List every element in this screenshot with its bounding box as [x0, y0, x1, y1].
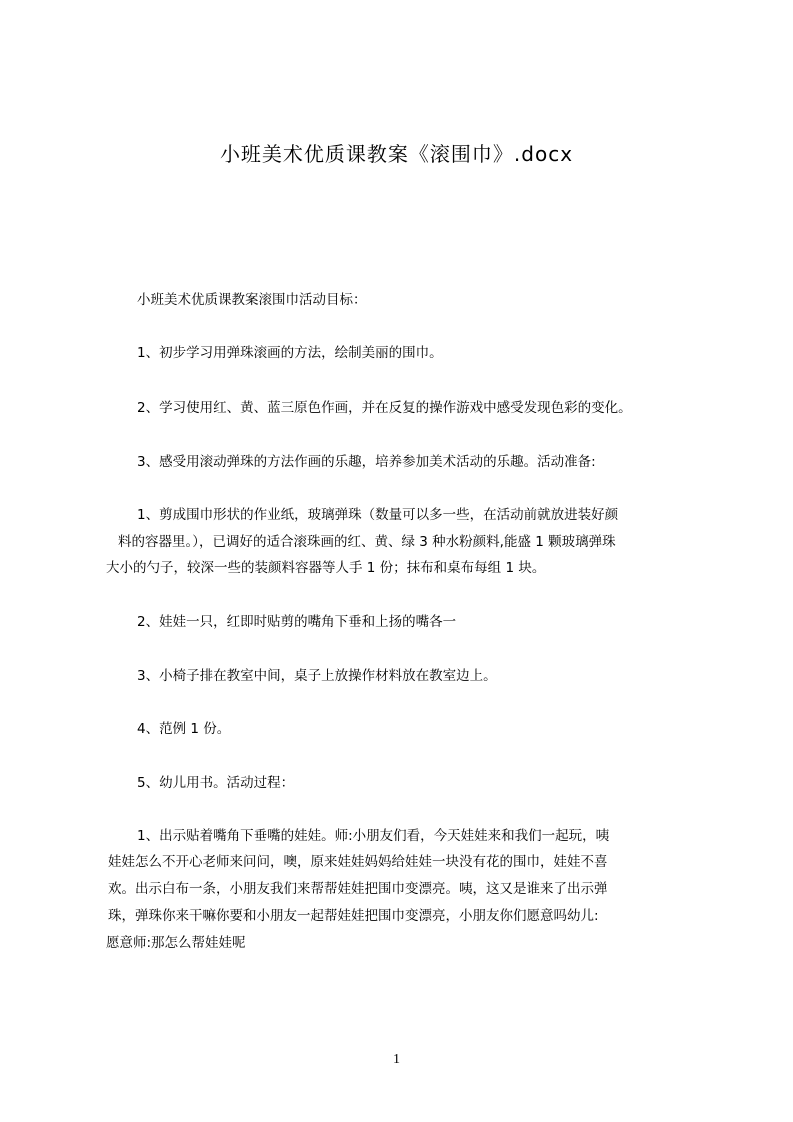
paragraph-objective-2: 2、学习使用红、黄、蓝三原色作画，并在反复的操作游戏中感受发现色彩的变化。	[137, 400, 632, 416]
paragraph-objective-1: 1、初步学习用弹珠滚画的方法，绘制美丽的围巾。	[137, 345, 443, 361]
process-item-1-line-4: 珠，弹珠你来干嘛你要和小朋友一起帮娃娃把围巾变漂亮，小朋友你们愿意吗幼儿:	[108, 908, 599, 924]
process-item-1-line-2: 娃娃怎么不开心老师来问问，噢，原来娃娃妈妈给娃娃一块没有花的围巾，娃娃不喜	[108, 854, 608, 870]
paragraph-prep-4: 4、范例 1 份。	[137, 721, 231, 737]
page-number: 1	[393, 1052, 400, 1067]
paragraph-prep-2: 2、娃娃一只，红即时贴剪的嘴角下垂和上扬的嘴各一	[137, 614, 457, 630]
paragraph-objective-3: 3、感受用滚动弹珠的方法作画的乐趣，培养参加美术活动的乐趣。活动准备:	[137, 454, 596, 470]
prep-item-1-line-2: 料的容器里。），已调好的适合滚珠画的红、黄、绿 3 种水粉颜料,能盛 1 颗玻璃弹珠	[118, 534, 616, 550]
prep-item-1-line-3: 大小的勺子，较深一些的装颜料容器等人手 1 份；抹布和桌布每组 1 块。	[106, 560, 546, 576]
paragraph-objectives-heading: 小班美术优质课教案滚围巾活动目标：	[137, 292, 367, 308]
prep-item-1-line-1: 1、剪成围巾形状的作业纸，玻璃弹珠（数量可以多一些，在活动前就放进装好颜	[137, 507, 619, 523]
process-item-1-line-5: 愿意师:那怎么帮娃娃呢	[106, 935, 246, 951]
paragraph-prep-5: 5、幼儿用书。活动过程：	[137, 775, 295, 791]
process-item-1-line-3: 欢。出示白布一条，小朋友我们来帮帮娃娃把围巾变漂亮。咦，这又是谁来了出示弹	[108, 881, 608, 897]
document-title: 小班美术优质课教案《滚围巾》.docx	[219, 142, 574, 166]
paragraph-prep-3: 3、小椅子排在教室中间，桌子上放操作材料放在教室边上。	[137, 668, 497, 684]
process-item-1-line-1: 1、出示贴着嘴角下垂嘴的娃娃。师:小朋友们看，今天娃娃来和我们一起玩，咦	[137, 828, 610, 844]
